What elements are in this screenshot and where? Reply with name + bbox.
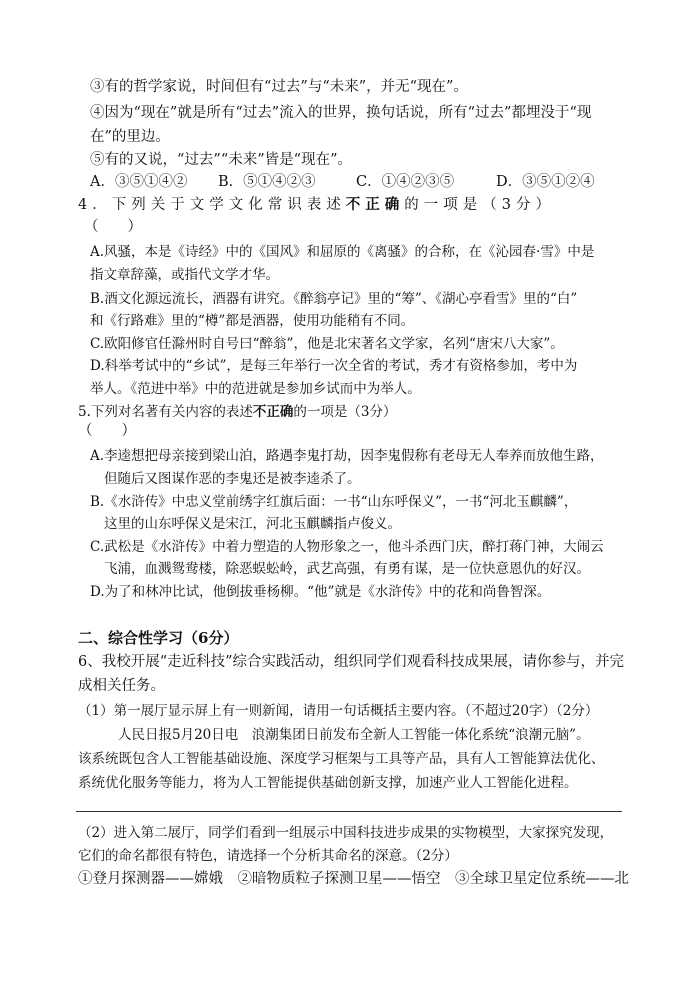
q5-option-d: D.为了和林冲比试，他倒拔垂杨柳。“他”就是《水浒传》中的花和尚鲁智深。 xyxy=(90,584,551,600)
news-line3: 系统优化服务等能力，将为人工智能提供基础创新支撑，加速产业人工智能化进程。 xyxy=(78,775,578,791)
q4-stem-bold: 不正确 xyxy=(345,196,405,213)
q5-stem xyxy=(78,402,396,422)
answer-line[interactable] xyxy=(76,811,622,812)
q3-option-c: C．①④②③⑤ xyxy=(356,174,455,190)
q4-stem xyxy=(78,195,555,215)
q3-item-4-line2: 在”的里边。 xyxy=(90,129,170,145)
q3-item-3: ③有的哲学家说，时间但有“过去”与“未来”，并无“现在”。 xyxy=(90,79,468,95)
q6-stem-line1: 6、我校开展“走近科技”综合实践活动，组织同学们观看科技成果展，请你参与，并完 xyxy=(78,654,625,670)
q3-option-b: B．⑤①④②③ xyxy=(218,174,316,190)
q4-stem-before: 4．下列关于文学文化常识表述 xyxy=(78,197,346,213)
section-heading: 二、综合性学习（6分） xyxy=(78,629,239,647)
q6-sub1-prompt: （1）第一展厅显示屏上有一则新闻，请用一句话概括主要内容。（不超过20字）（2分） xyxy=(78,703,599,719)
q5-answer-paren: （ ） xyxy=(78,423,136,439)
q5-option-a-line1: A.李逵想把母亲接到梁山泊，路遇李鬼打劫，因李鬼假称有老母无人奉养而放他生路， xyxy=(90,448,604,464)
q6-sub2-prompt-line1: （2）进入第二展厅，同学们看到一组展示中国科技进步成果的实物模型，大家探究发现， xyxy=(78,825,614,841)
q5-stem-bold: 不正确 xyxy=(252,404,294,420)
q4-option-d-line1: D.科举考试中的“乡试”，是每三年举行一次全省的考试，秀才有资格参加，考中为 xyxy=(90,358,578,374)
q5-stem-before: 5.下列对名著有关内容的表述 xyxy=(78,404,253,420)
q3-item-5: ⑤有的又说，“过去”“未来”皆是“现在”。 xyxy=(90,152,352,168)
q3-option-d: D．③⑤①②④ xyxy=(496,174,595,190)
q5-option-c-line1: C.武松是《水浒传》中着力塑造的人物形象之一，他斗杀西门庆，醉打蒋门神，大闹云 xyxy=(90,539,604,555)
q5-option-c-line2: 飞浦，血溅鸳鸯楼，除恶蜈蚣岭，武艺高强，有勇有谋，是一位快意恩仇的好汉。 xyxy=(104,561,590,577)
q4-option-c: C.欧阳修官任滁州时自号曰“醉翁”，他是北宋著名文学家，名列“唐宋八大家”。 xyxy=(90,336,564,352)
q6-stem-line2: 成相关任务。 xyxy=(78,678,165,694)
news-line2: 该系统既包含人工智能基础设施、深度学习框架与工具等产品，具有人工智能算法优化、 xyxy=(78,751,605,767)
q6-sub2-prompt-line2: 它们的命名都很有特色，请选择一个分析其命名的深意。（2分） xyxy=(78,848,458,864)
q3-item-4-line1: ④因为“现在”就是所有“过去”流入的世界，换句话说，所有“过去”都埋没于“现 xyxy=(90,105,592,121)
q5-stem-after: 的一项是（3分） xyxy=(293,404,397,420)
q5-option-b-line2: 这里的山东呼保义是宋江，河北玉麒麟指卢俊义。 xyxy=(104,516,401,532)
q3-option-a: A．③⑤①④② xyxy=(90,174,188,190)
q5-option-b-line1: B.《水浒传》中忠义堂前绣字红旗后面：一书“山东呼保义”，一书“河北玉麒麟”， xyxy=(90,494,578,510)
q4-option-a-line1: A.风骚，本是《诗经》中的《国风》和屈原的《离骚》的合称，在《沁园春·雪》中是 xyxy=(90,244,595,260)
news-line1: 人民日报5月20日电 浪潮集团日前发布全新人工智能一体化系统“浪潮元脑”。 xyxy=(118,727,590,743)
q3-options xyxy=(90,172,595,192)
q4-option-b-line2: 和《行路难》里的“樽”都是酒器，使用功能稍有不同。 xyxy=(90,313,415,329)
q4-answer-paren: （ ） xyxy=(84,219,142,235)
q4-option-d-line2: 举人。《范进中举》中的范进就是参加乡试而中为举人。 xyxy=(90,381,421,397)
q5-option-a-line2: 但随后又图谋作恶的李鬼还是被李逵杀了。 xyxy=(104,471,361,487)
tech-names-list: ①登月探测器——嫦娥 ②暗物质粒子探测卫星——悟空 ③全球卫星定位系统——北 xyxy=(78,871,629,887)
q4-option-b-line1: B.酒文化源远流长，酒器有讲究。《醉翁亭记》里的“筹”、《湖心亭看雪》里的“白” xyxy=(90,291,578,307)
q4-stem-after: 的一项是（3分） xyxy=(404,197,555,213)
q4-option-a-line2: 指文章辞藻，或指代文学才华。 xyxy=(90,267,279,283)
